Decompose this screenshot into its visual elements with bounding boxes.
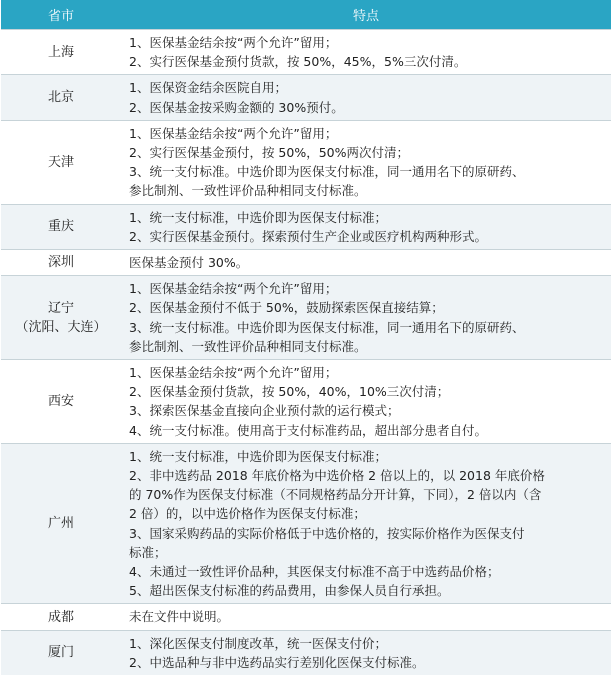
features-cell	[121, 443, 611, 604]
city-name: 深圳	[2, 253, 120, 272]
feature-line: 2、医保基金预付不低于 50%，鼓励探索医保直接结算；	[129, 298, 607, 317]
table-row	[1, 276, 611, 360]
table-row	[1, 30, 611, 75]
table-row	[1, 630, 611, 675]
feature-line: 3、国家采购药品的实际价格低于中选价格的，按实际价格作为医保支付	[129, 524, 607, 543]
city-cell	[1, 360, 121, 444]
feature-line: 2、实行医保基金预付。探索预付生产企业或医疗机构两种形式。	[129, 227, 607, 246]
city-cell	[1, 204, 121, 249]
feature-line: 3、统一支付标准。中选价即为医保支付标准，同一通用名下的原研药、	[129, 162, 607, 181]
feature-line: 的 70%作为医保支付标准（不同规格药品分开计算，下同），2 倍以内（含	[129, 485, 607, 504]
city-name: 重庆	[2, 217, 120, 236]
features-cell	[121, 120, 611, 204]
city-name: 西安	[2, 392, 120, 411]
feature-line: 未在文件中说明。	[129, 607, 607, 626]
feature-line: 参比制剂、一致性评价品种相同支付标准。	[129, 337, 607, 356]
table-row	[1, 250, 611, 276]
feature-line: 4、统一支付标准。使用高于支付标准药品，超出部分患者自付。	[129, 421, 607, 440]
feature-line: 1、医保基金结余按“两个允许”留用；	[129, 33, 607, 52]
feature-line: 1、深化医保支付制度改革，统一医保支付价；	[129, 634, 607, 653]
features-cell	[121, 30, 611, 75]
features-cell	[121, 360, 611, 444]
city-cell	[1, 250, 121, 276]
features-cell	[121, 75, 611, 120]
features-cell	[121, 276, 611, 360]
feature-line: 1、统一支付标准，中选价即为医保支付标准；	[129, 447, 607, 466]
city-cell	[1, 630, 121, 675]
table-body	[1, 30, 611, 675]
city-name: 天津	[2, 153, 120, 172]
header-features: 特点	[121, 0, 611, 30]
city-name: 成都	[2, 608, 120, 627]
city-cell	[1, 120, 121, 204]
header-row	[1, 0, 611, 30]
policy-table	[1, 0, 611, 675]
table-row	[1, 75, 611, 120]
city-cell	[1, 75, 121, 120]
feature-line: 3、统一支付标准。中选价即为医保支付标准，同一通用名下的原研药、	[129, 318, 607, 337]
header-city: 省市	[1, 0, 121, 30]
feature-line: 2 倍）的，以中选价格作为医保支付标准；	[129, 504, 607, 523]
city-name: （沈阳、大连）	[2, 318, 120, 337]
feature-line: 4、未通过一致性评价品种，其医保支付标准不高于中选药品价格；	[129, 562, 607, 581]
feature-line: 2、中选品种与非中选药品实行差别化医保支付标准。	[129, 653, 607, 672]
city-cell	[1, 30, 121, 75]
feature-line: 2、实行医保基金预付货款，按 50%，45%，5%三次付清。	[129, 52, 607, 71]
table-row	[1, 604, 611, 630]
city-name: 辽宁	[2, 299, 120, 318]
table-row	[1, 443, 611, 604]
features-cell	[121, 250, 611, 276]
city-name: 广州	[2, 514, 120, 533]
city-cell	[1, 443, 121, 604]
feature-line: 5、超出医保支付标准的药品费用，由参保人员自行承担。	[129, 581, 607, 600]
feature-line: 医保基金预付 30%。	[129, 253, 607, 272]
feature-line: 参比制剂、一致性评价品种相同支付标准。	[129, 181, 607, 200]
feature-line: 1、统一支付标准，中选价即为医保支付标准；	[129, 208, 607, 227]
feature-line: 2、医保基金按采购金额的 30%预付。	[129, 98, 607, 117]
city-cell	[1, 604, 121, 630]
city-name: 北京	[2, 88, 120, 107]
feature-line: 2、医保基金预付货款，按 50%，40%，10%三次付清；	[129, 382, 607, 401]
features-cell	[121, 204, 611, 249]
feature-line: 2、实行医保基金预付，按 50%，50%两次付清；	[129, 143, 607, 162]
features-cell	[121, 630, 611, 675]
features-cell	[121, 604, 611, 630]
table-row	[1, 120, 611, 204]
feature-line: 1、医保资金结余医院自用；	[129, 78, 607, 97]
city-name: 厦门	[2, 643, 120, 662]
feature-line: 2、非中选药品 2018 年底价格为中选价格 2 倍以上的，以 2018 年底价格	[129, 466, 607, 485]
feature-line: 1、医保基金结余按“两个允许”留用；	[129, 363, 607, 382]
city-name: 上海	[2, 43, 120, 62]
feature-line: 3、探索医保基金直接向企业预付款的运行模式；	[129, 401, 607, 420]
feature-line: 标准；	[129, 543, 607, 562]
table-row	[1, 204, 611, 249]
feature-line: 1、医保基金结余按“两个允许”留用；	[129, 279, 607, 298]
city-cell	[1, 276, 121, 360]
table-row	[1, 360, 611, 444]
feature-line: 1、医保基金结余按“两个允许”留用；	[129, 124, 607, 143]
